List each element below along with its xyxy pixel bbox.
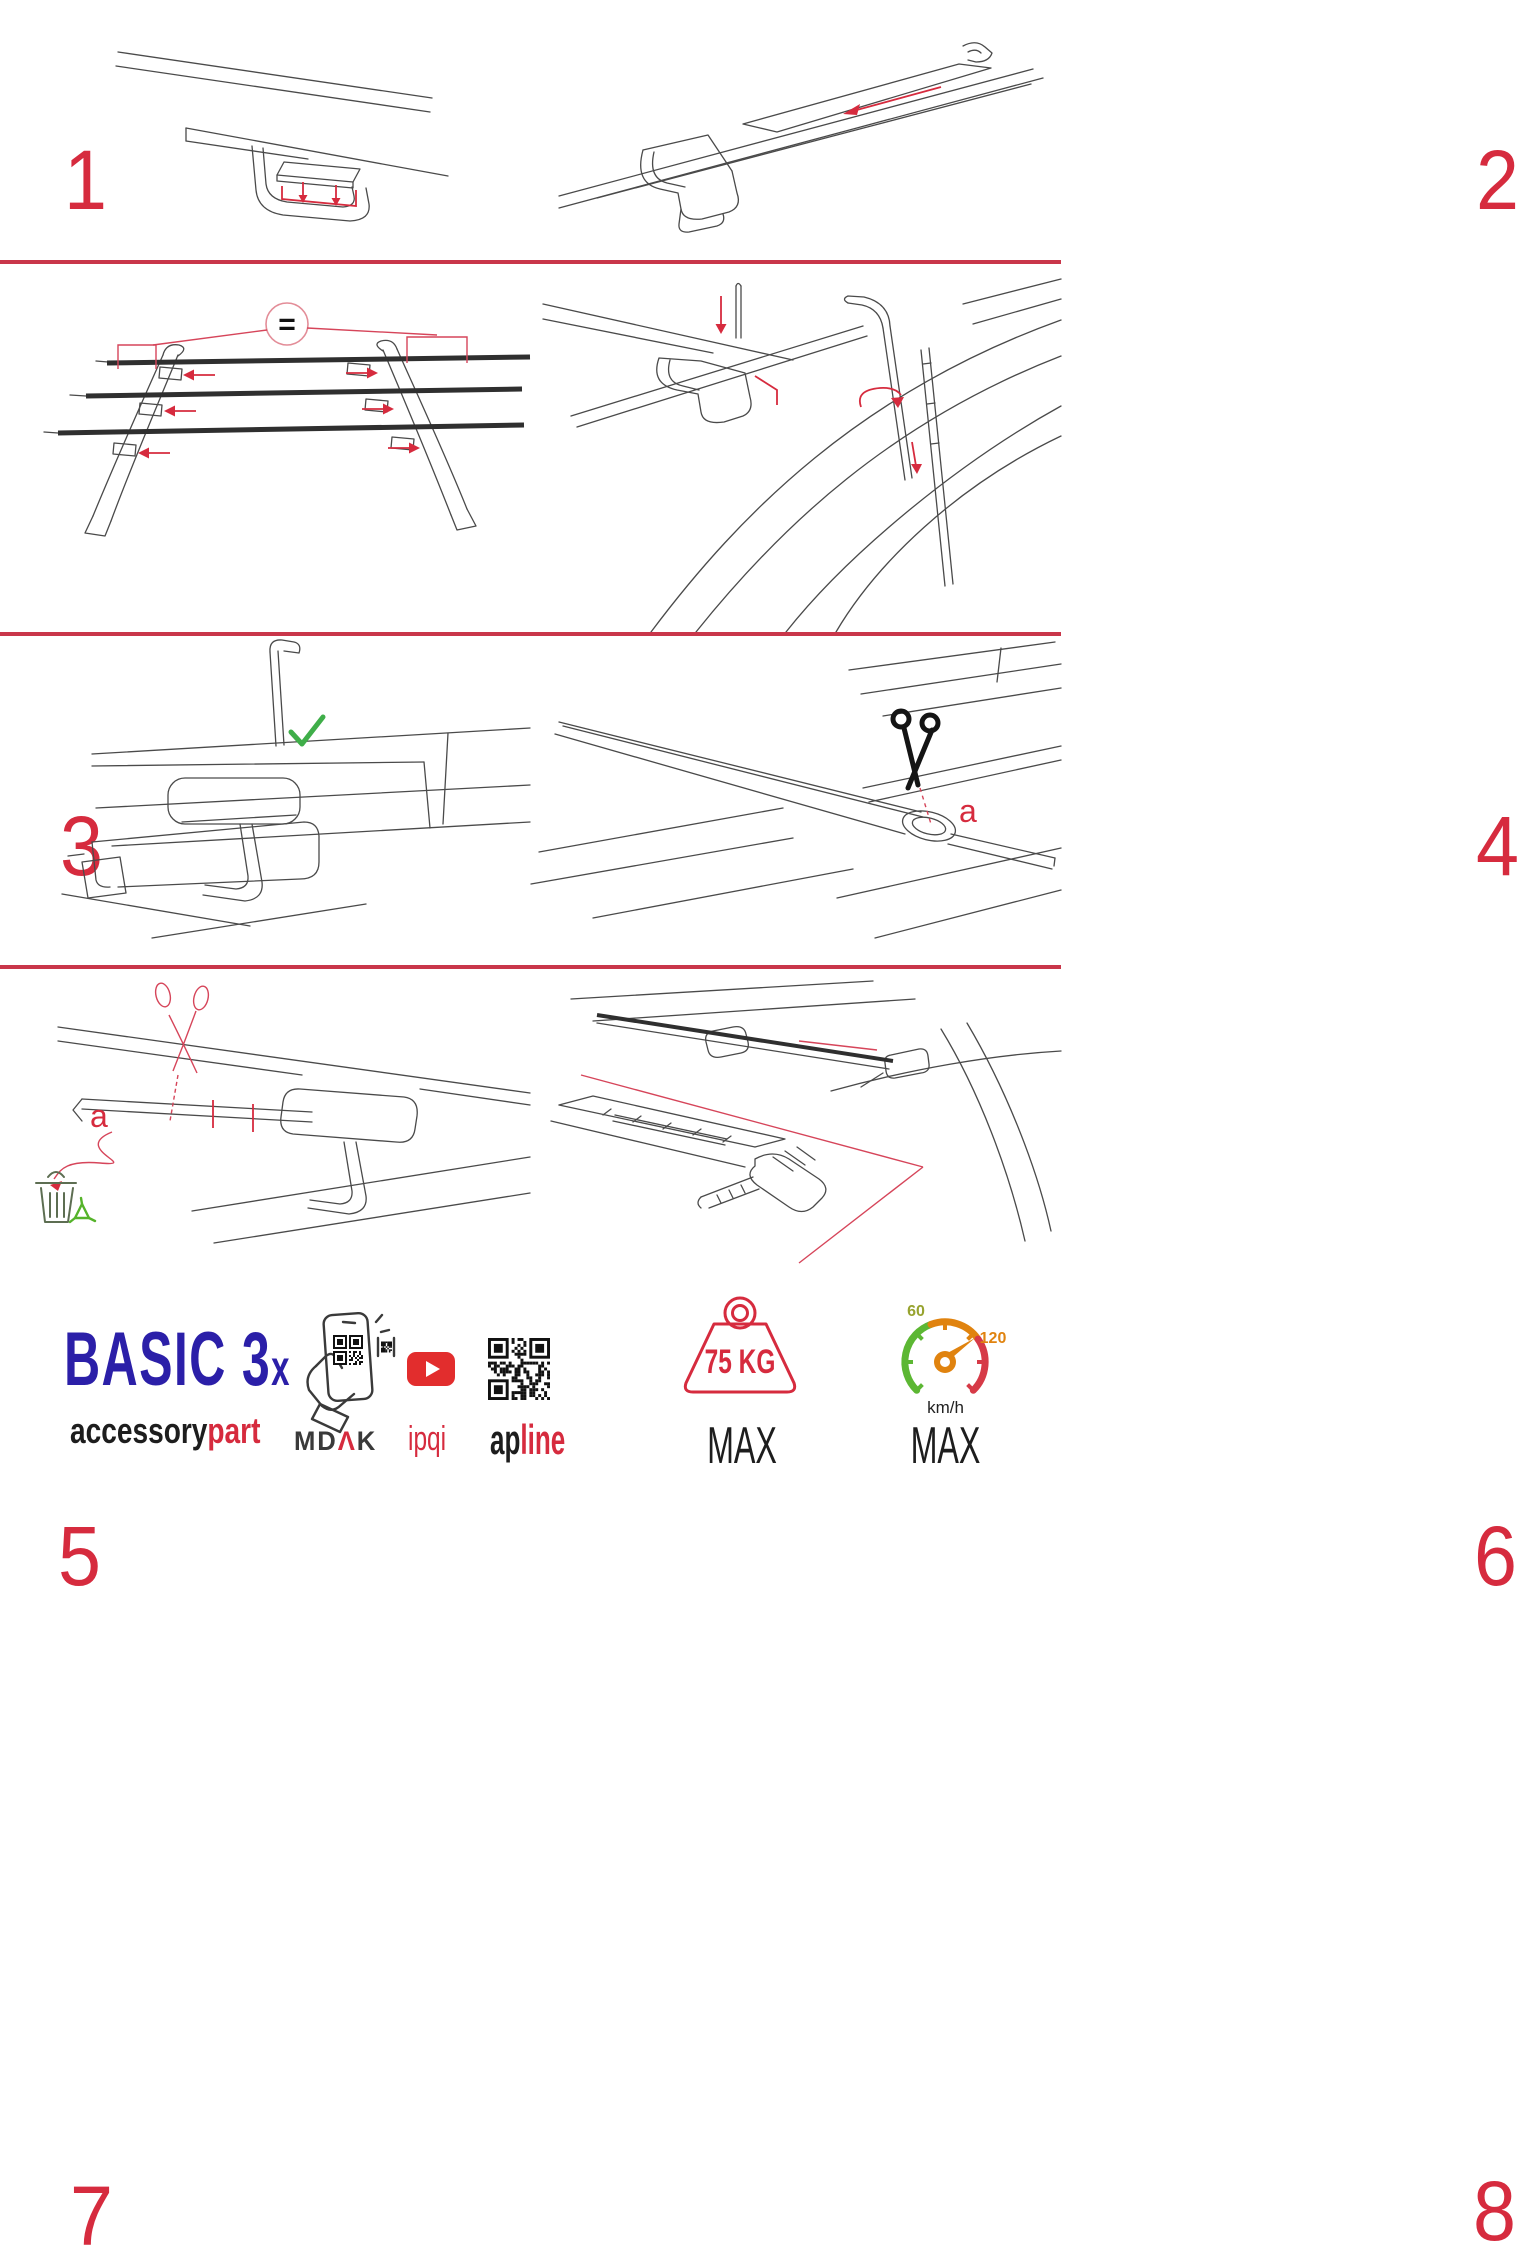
step-7-illustration: [0, 969, 530, 1300]
recycle-icon: [70, 1198, 95, 1222]
step-5-illustration: [0, 636, 530, 965]
weight-badge-icon: [670, 1293, 810, 1408]
step-6-number: 6: [1474, 1509, 1517, 1603]
brand-tagline: [70, 1410, 261, 1451]
speed-max-label: MAX: [910, 1417, 981, 1475]
youtube-icon: [407, 1352, 455, 1386]
qr-code: [488, 1338, 550, 1400]
mdak-logo: [294, 1426, 377, 1457]
step-5-number: 5: [58, 1509, 101, 1603]
apline-black: ap: [490, 1416, 521, 1463]
apline-logo: [490, 1416, 565, 1464]
gauge-high-label: 120: [979, 1330, 1007, 1347]
part-a-label: a: [90, 1098, 108, 1134]
step-2-illustration: [531, 0, 1061, 260]
step-2-panel: [531, 0, 1519, 260]
scissors-icon: [893, 711, 938, 788]
speed-unit-label: km/h: [927, 1398, 964, 1417]
step-1-number: 1: [64, 133, 107, 227]
step-2-number: 2: [1476, 133, 1519, 227]
step-6-illustration: [531, 636, 1061, 965]
step-1-panel: [0, 0, 530, 260]
step-7-number: 7: [70, 2169, 113, 2263]
brand-title-text: BASIC 3: [64, 1317, 272, 1402]
weight-max-label: MAX: [707, 1417, 777, 1475]
phone-qr-scan-icon: [296, 1308, 396, 1430]
tagline-red: part: [207, 1410, 261, 1451]
tagline-black: accessory: [70, 1410, 208, 1451]
step-4-panel: [531, 264, 1519, 893]
step-4-number: 4: [1476, 799, 1519, 893]
equal-spacing-label: =: [278, 308, 296, 341]
part-a-label: a: [959, 793, 977, 829]
step-3-number: 3: [60, 799, 103, 893]
step-3-panel: [0, 264, 530, 893]
weight-value: 75 KG: [704, 1343, 776, 1382]
apline-red: line: [520, 1416, 566, 1463]
mdak-left: MD: [294, 1426, 338, 1456]
phone-screen-qr: [333, 1335, 363, 1365]
brand-title-suffix: x: [271, 1340, 291, 1396]
ipqi-logo: ipqi: [408, 1420, 447, 1458]
gauge-low-label: 60: [907, 1303, 925, 1320]
step-8-illustration: [531, 969, 1061, 1300]
step-4-illustration: [531, 264, 1061, 632]
mdak-caret: Λ: [337, 1426, 357, 1456]
mdak-right: K: [356, 1426, 378, 1456]
red-scissors-icon: [54, 982, 211, 1179]
mini-qr: [381, 1342, 392, 1353]
step-8-number: 8: [1473, 2164, 1516, 2258]
trash-bin-icon: [36, 1172, 76, 1222]
brand-logo: [64, 1317, 291, 1402]
speedometer-icon: [876, 1296, 1014, 1400]
step-3-illustration: [0, 264, 530, 632]
